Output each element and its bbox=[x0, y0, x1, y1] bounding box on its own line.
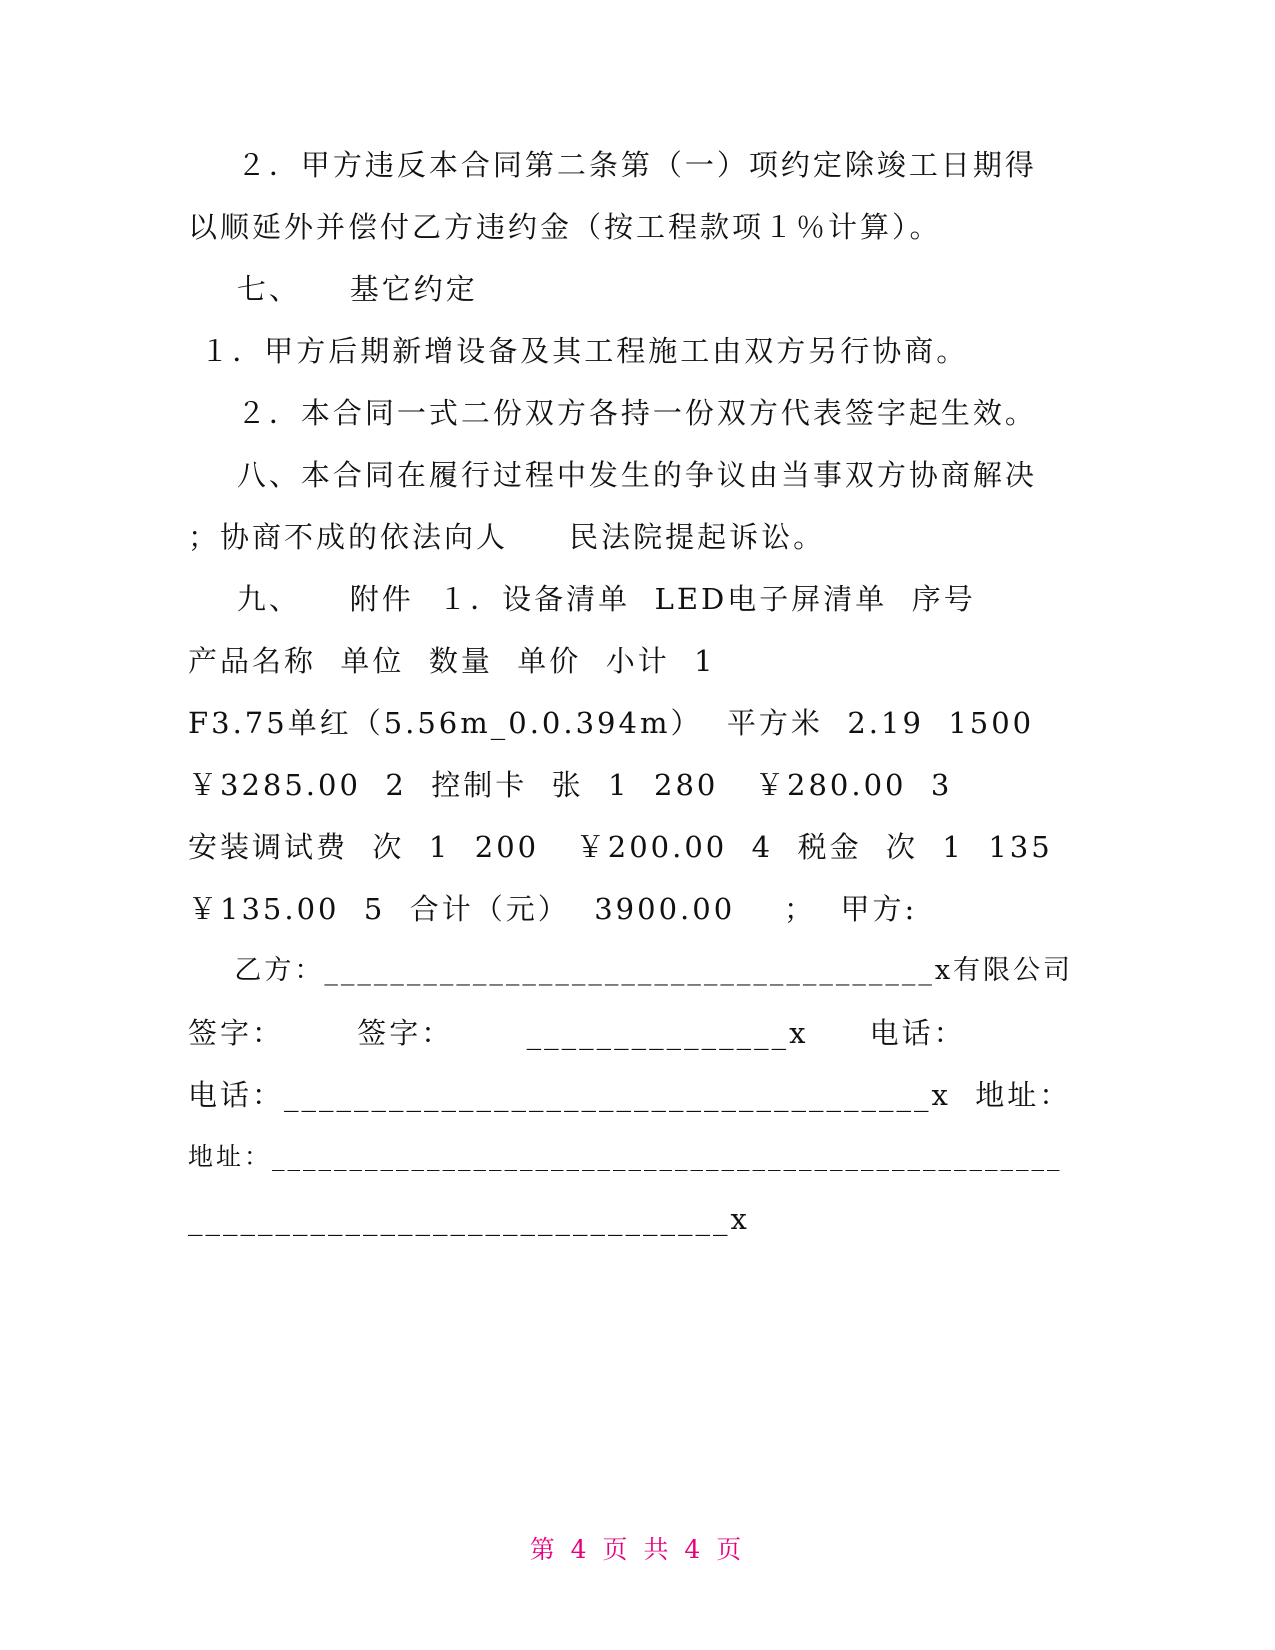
text-line: 安装调试费 次 1 200 ￥200.00 4 税金 次 1 135 bbox=[188, 830, 1053, 864]
text-line: 签字： 签字： _______________x 电话： bbox=[188, 1016, 966, 1050]
text-line: １．甲方后期新增设备及其工程施工由双方另行协商。 bbox=[188, 334, 969, 368]
text-line: F3.75单红（5.56m_0.0.394m） 平方米 2.19 1500 bbox=[188, 706, 1035, 740]
text-line: ￥3285.00 2 控制卡 张 1 280 ￥280.00 3 bbox=[188, 768, 953, 802]
text-line: _______________________________x bbox=[188, 1202, 750, 1236]
text-line: 地址：___________________________________________________ bbox=[188, 1142, 1063, 1171]
page-number-footer: 第 4 页 共 4 页 bbox=[529, 1535, 746, 1564]
text-line: 乙方：_____________________________________x有限公司 bbox=[188, 955, 1074, 986]
text-line: ；协商不成的依法向人 民法院提起诉讼。 bbox=[188, 520, 826, 554]
text-line: ２．本合同一式二份双方各持一份双方代表签字起生效。 bbox=[188, 396, 1037, 430]
text-line: 九、 附件 １．设备清单 LED电子屏清单 序号 bbox=[188, 582, 976, 616]
text-line: 八、本合同在履行过程中发生的争议由当事双方协商解决 bbox=[188, 458, 1037, 492]
text-line: ￥135.00 5 合计（元） 3900.00 ； 甲方: bbox=[188, 892, 918, 926]
text-line: ２．甲方违反本合同第二条第（一）项约定除竣工日期得 bbox=[188, 148, 1037, 182]
text-line: 七、 基它约定 bbox=[188, 272, 478, 306]
text-line: 电话：_____________________________________x 地址： bbox=[188, 1078, 1072, 1112]
text-line: 以顺延外并偿付乙方违约金（按工程款项１％计算）。 bbox=[188, 210, 942, 244]
text-line: 产品名称 单位 数量 单价 小计 1 bbox=[188, 644, 716, 678]
